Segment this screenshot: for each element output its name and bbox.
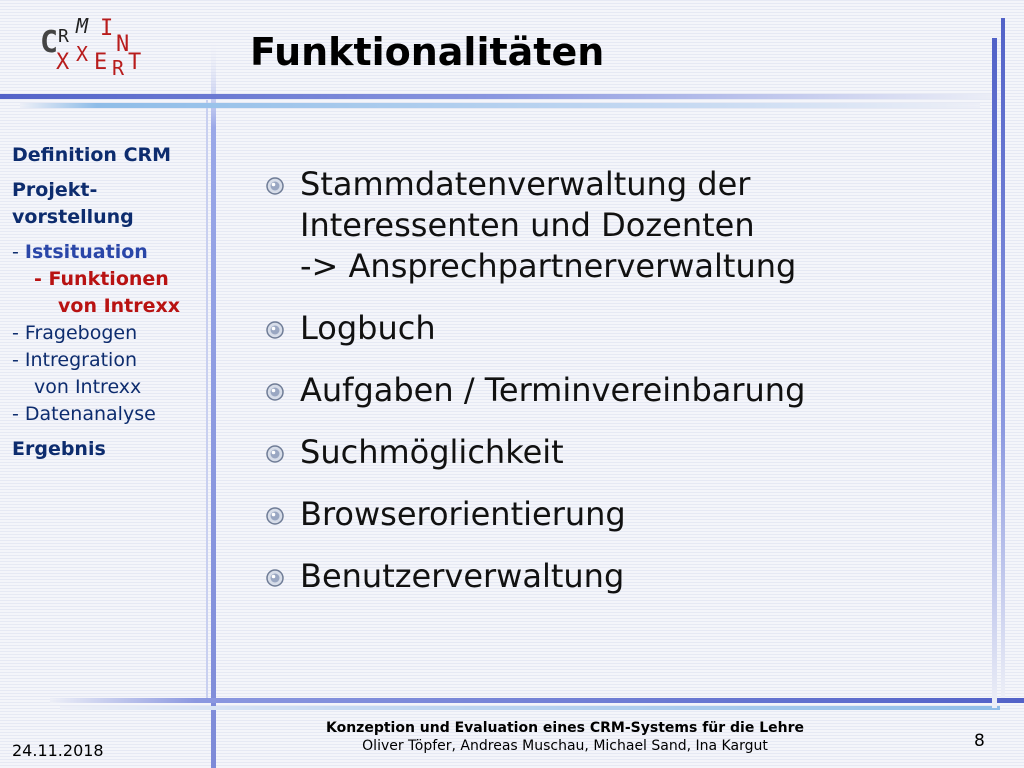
- logo-letter: R: [112, 56, 125, 80]
- nav-item-datenanalyse[interactable]: - Datenanalyse: [12, 403, 156, 425]
- nav-item-prefix: -: [12, 241, 25, 263]
- feature-text: Benutzerverwaltung: [300, 557, 625, 595]
- logo-letter: M: [76, 14, 89, 38]
- logo-letter: I: [100, 16, 114, 41]
- nav-item-label: Projekt-: [12, 179, 98, 201]
- decorative-vertical-line-left: [206, 40, 220, 768]
- feature-list-item: [262, 308, 962, 349]
- feature-list-item: [262, 370, 962, 411]
- nav-item-definition-crm[interactable]: Definition CRM: [12, 144, 172, 166]
- round-bullet-icon: [266, 383, 284, 401]
- feature-text: Interessenten und Dozenten: [300, 206, 755, 244]
- nav-item-fragebogen[interactable]: - Fragebogen: [12, 322, 138, 344]
- footer-authors: Oliver Töpfer, Andreas Muschau, Michael Sand, Ina Kargut: [362, 738, 768, 754]
- logo-letter: C: [40, 25, 59, 60]
- crm-inxert-logo: [38, 14, 148, 78]
- feature-list-item: [262, 164, 962, 287]
- logo-letter: E: [94, 50, 108, 75]
- footer-date: 24.11.2018: [12, 741, 104, 760]
- feature-text: Browserorientierung: [300, 495, 626, 533]
- nav-item-integration-von-intrexx[interactable]: [12, 347, 207, 401]
- logo-letter: R: [58, 26, 69, 47]
- nav-item-label: von Intrexx: [58, 295, 181, 317]
- logo-letter: T: [128, 50, 142, 75]
- round-bullet-icon: [266, 445, 284, 463]
- feature-list-item: [262, 432, 962, 473]
- nav-item-label: von Intrexx: [34, 376, 142, 398]
- footer-presentation-info: [320, 719, 810, 755]
- sidebar-navigation: [12, 142, 207, 463]
- feature-text: Aufgaben / Terminvereinbarung: [300, 371, 806, 409]
- round-bullet-icon: [266, 569, 284, 587]
- logo-letter: X: [56, 50, 70, 75]
- nav-item-projektvorstellung[interactable]: [12, 177, 207, 231]
- logo-letter: N: [116, 32, 130, 57]
- page-number: 8: [974, 731, 985, 751]
- round-bullet-icon: [266, 507, 284, 525]
- logo-letter: X: [76, 42, 89, 66]
- feature-list: [262, 164, 962, 618]
- feature-text: Stammdatenverwaltung der: [300, 165, 751, 203]
- feature-text: Suchmöglichkeit: [300, 433, 564, 471]
- footer-title: Konzeption und Evaluation eines CRM-Systems für die Lehre: [325, 720, 805, 736]
- decorative-vertical-line-right: [990, 18, 1006, 708]
- slide-title: Funktionalitäten: [250, 30, 605, 74]
- nav-item-label: Istsituation: [24, 241, 148, 263]
- nav-item-ergebnis[interactable]: Ergebnis: [12, 438, 106, 460]
- nav-item-istsituation[interactable]: [12, 239, 207, 266]
- feature-list-item: [262, 556, 962, 597]
- feature-list-item: [262, 494, 962, 535]
- nav-item-funktionen-von-intrexx[interactable]: [12, 266, 207, 320]
- nav-item-label: - Intregration: [12, 349, 137, 371]
- round-bullet-icon: [266, 321, 284, 339]
- feature-text: Logbuch: [300, 309, 436, 347]
- round-bullet-icon: [266, 177, 284, 195]
- nav-item-label: vorstellung: [12, 206, 134, 228]
- feature-text: -> Ansprechpartnerverwaltung: [300, 247, 797, 285]
- nav-item-label: - Funktionen: [34, 268, 169, 290]
- decorative-horizontal-line-top: [0, 92, 1000, 112]
- decorative-horizontal-line-bottom: [0, 690, 1024, 720]
